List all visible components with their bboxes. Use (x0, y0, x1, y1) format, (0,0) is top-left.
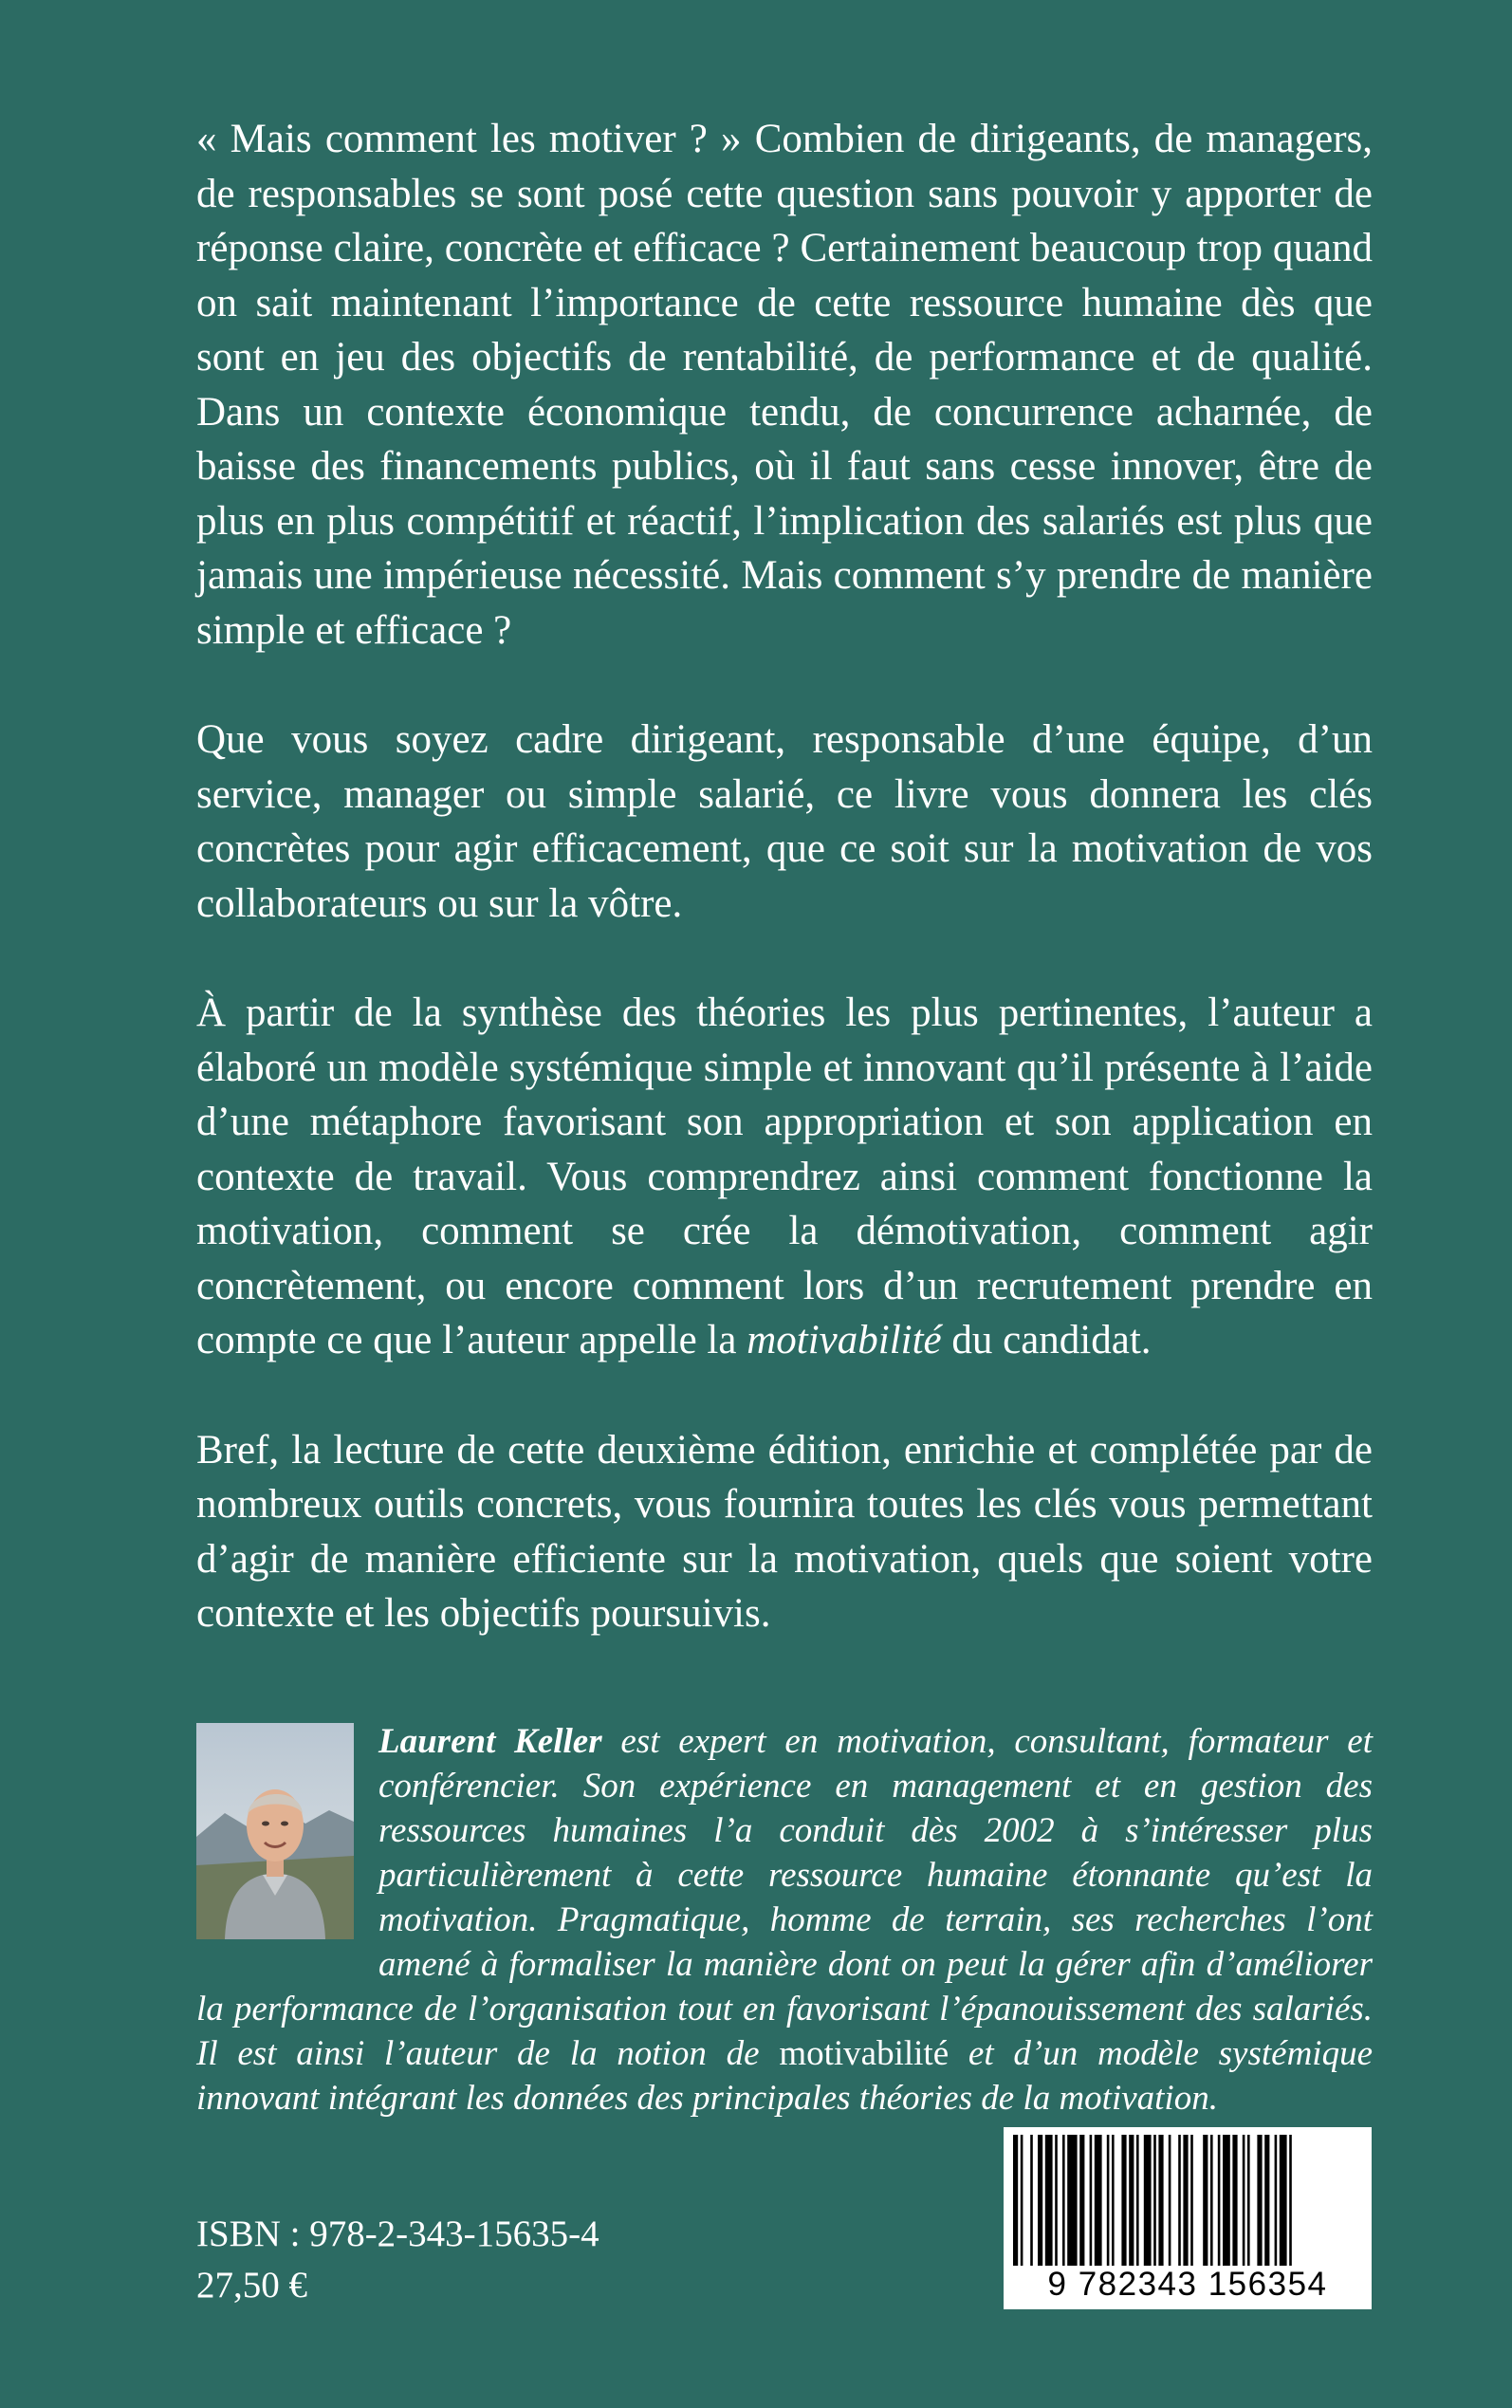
isbn: ISBN : 978-2-343-15635-4 (196, 2214, 599, 2254)
barcode-bar (1055, 2135, 1058, 2266)
barcode-bar (1062, 2135, 1065, 2266)
isbn-price (196, 2209, 599, 2311)
barcode-bar (1169, 2135, 1171, 2266)
barcode-number: 9 782343 156354 (1047, 2266, 1328, 2303)
bio-text: est expert en motivation, consultant, formateur et conférencier. Son expérience en management et en gestion des ressources humaines l’a conduit dès 2002 à s’intéresser plus particulièrement à cette ressource humaine étonnante qu’est la motivation. Pragmatique, homme de terrain, ses recherches l’ont amené à formaliser la manière dont on peut la gérer afin d’améliorer la performance de l’organisation tout en favorisant l’épanouissement des salariés. Il est ainsi l’auteur de la notion de (196, 1722, 1374, 2073)
barcode-bar (1218, 2135, 1221, 2266)
motivabilite-emphasis: motivabilité (747, 1318, 942, 1362)
blurb-paragraph-1: « Mais comment les motiver ? » Combien de dirigeants, de managers, de responsables se sont posé cette question sans pouvoir y apporter de réponse claire, concrète et efficace ? Certainement beaucoup trop quand on sait maintenant l’importance de cette ressource humaine dès que sont en jeu des objectifs de rentabilité, de performance et de qualité. Dans un contexte économique tendu, de concurrence acharnée, de baisse des financements publics, où il faut sans cesse innover, être de plus en plus compétitif et réactif, l’implication des salariés est plus que jamais une impérieuse nécessité. Mais comment s’y prendre de manière simple et efficace ? (196, 117, 1373, 653)
barcode-bar (1158, 2135, 1163, 2266)
bio-motivabilite: motivabilité (779, 2034, 950, 2073)
barcode-bar (1243, 2135, 1245, 2266)
bio-text-end: et d’un modèle systémique innovant intégrant les données des principales théories de la motivation. (196, 2034, 1373, 2118)
author-portrait-icon (196, 1723, 354, 1939)
barcode-bar (1129, 2135, 1134, 2266)
barcode-bar (1264, 2135, 1269, 2266)
blurb-paragraph-3-text: À partir de la synthèse des théories les plus pertinentes, l’auteur a élaboré un modèle systémique simple et innovant qu’il présente à l’aide d’une métaphore favorisant son appropriation et son application en contexte de travail. Vous comprendrez ainsi comment fonctionne la motivation, comment se crée la démotivation, comment agir concrètement, ou encore comment lors d’un recrutement prendre en compte ce que l’auteur appelle la (196, 991, 1373, 1362)
barcode-bar (1232, 2135, 1237, 2266)
barcode (1004, 2127, 1372, 2309)
barcode-bar (1136, 2135, 1139, 2266)
blurb-paragraph-3 (196, 986, 1373, 1368)
barcode-bar (1121, 2135, 1126, 2266)
blurb-paragraph-2: Que vous soyez cadre dirigeant, responsable d’une équipe, d’un service, manager ou simple salarié, ce livre vous donnera les clés concrètes pour agir efficacement, que ce soit sur la motivation de vos collaborateurs ou sur la vôtre. (196, 717, 1373, 926)
barcode-bar (1090, 2135, 1093, 2266)
barcode-bars-icon (1004, 2127, 1372, 2269)
blurb-paragraph-4: Bref, la lecture de cette deuxième édition, enrichie et complétée par de nombreux outils concrets, vous fournira toutes les clés vous permettant d’agir de manière efficiente sur la motivation, quels que soient votre contexte et les objectifs poursuivis. (196, 1427, 1373, 1636)
price: 27,50 € (196, 2265, 307, 2306)
barcode-bar (1275, 2135, 1278, 2266)
barcode-bar (1190, 2135, 1193, 2266)
barcode-bar (1203, 2135, 1208, 2266)
barcode-bar (1257, 2135, 1262, 2266)
barcode-bar (1095, 2135, 1102, 2266)
barcode-bar (1067, 2135, 1077, 2266)
barcode-bar (1079, 2135, 1084, 2266)
author-bio (196, 1719, 1373, 2121)
barcode-bar (1223, 2135, 1230, 2266)
barcode-bar (1021, 2135, 1023, 2266)
author-photo (196, 1723, 354, 1939)
barcode-bar (1144, 2135, 1152, 2266)
barcode-bar (1178, 2135, 1181, 2266)
barcode-bar (1030, 2135, 1033, 2266)
barcode-bar (1112, 2135, 1115, 2266)
barcode-bar (1045, 2135, 1053, 2266)
barcode-bar (1280, 2135, 1287, 2266)
blurb-paragraph-3-end: du candidat. (941, 1318, 1152, 1362)
barcode-bar (1013, 2135, 1018, 2266)
barcode-bar (1183, 2135, 1188, 2266)
barcode-bar (1289, 2135, 1292, 2266)
barcode-bar (1107, 2135, 1110, 2266)
author-name: Laurent Keller (378, 1722, 602, 1761)
barcode-bar (1153, 2135, 1156, 2266)
barcode-bar (1210, 2135, 1213, 2266)
barcode-bar (1247, 2135, 1250, 2266)
barcode-bar (1038, 2135, 1042, 2266)
blurb (196, 112, 1373, 1696)
